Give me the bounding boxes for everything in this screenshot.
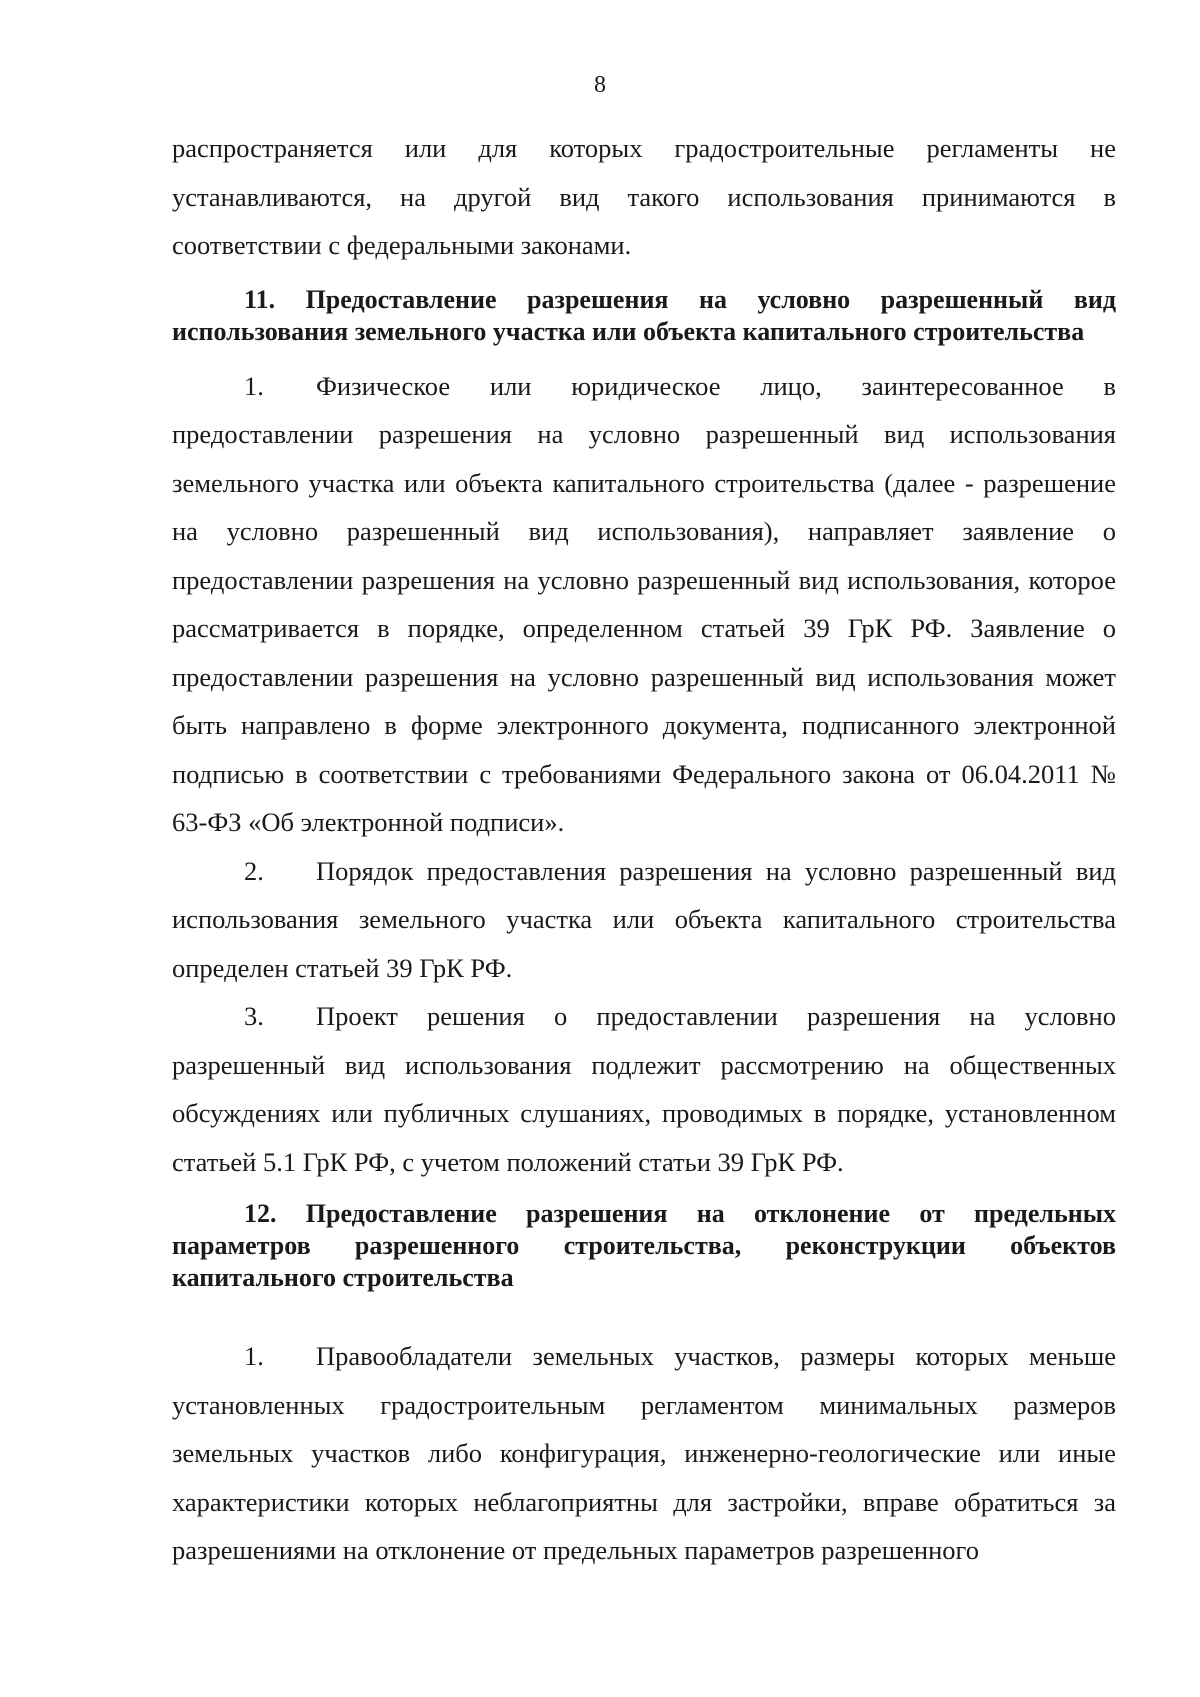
section-11-item-1 <box>172 362 1116 847</box>
item-number: 1. <box>244 370 264 401</box>
item-text: Физическое или юридическое лицо, заинтересованное в предоставлении разрешения на условно разрешенный вид использования земельного участка или объекта капитального строительства (далее - разрешение на условно разрешенный вид использования), направляет заявление о предоставлении разрешения на условно разрешенный вид использования, которое рассматривается в порядке, определенном статьей 39 ГрК РФ. Заявление о предоставлении разрешения на условно разрешенный вид использования может быть направлено в форме электронного документа, подписанного электронной подписью в соответствии с требованиями Федерального закона от 06.04.2011 № 63-ФЗ «Об электронной подписи». <box>172 370 1116 837</box>
section-12-item-1 <box>172 1332 1116 1575</box>
item-text: Правообладатели земельных участков, размеры которых меньше установленных градостроительным регламентом минимальных размеров земельных участков либо конфигурация, инженерно-геологические или иные характеристики которых неблагоприятны для застройки, вправе обратиться за разрешениями на отклонение от предельных параметров разрешенного <box>172 1341 1116 1565</box>
section-12-heading: 12. Предоставление разрешения на отклонение от предельных параметров разрешенного строительства, реконструкции объектов капитального строительства <box>172 1199 1116 1292</box>
page-content <box>172 124 1116 1575</box>
section-11-heading: 11. Предоставление разрешения на условно разрешенный вид использования земельного участка или объекта капитального строительства <box>172 284 1116 346</box>
intro-paragraph: распространяется или для которых градостроительные регламенты не устанавливаются, на другой вид такого использования принимаются в соответствии с федеральными законами. <box>172 133 1116 260</box>
section-11-item-3 <box>172 992 1116 1186</box>
item-number: 2. <box>244 855 264 886</box>
page-number: 8 <box>594 72 606 98</box>
item-number: 3. <box>244 1001 264 1031</box>
item-number: 1. <box>244 1341 264 1371</box>
item-text: Порядок предоставления разрешения на условно разрешенный вид использования земельного участка или объекта капитального строительства определен статьей 39 ГрК РФ. <box>172 855 1116 983</box>
item-text: Проект решения о предоставлении разрешения на условно разрешенный вид использования подлежит рассмотрению на общественных обсуждениях или публичных слушаниях, проводимых в порядке, установленном статьей 5.1 ГрК РФ, с учетом положений статьи 39 ГрК РФ. <box>172 1001 1116 1177</box>
section-11-item-2 <box>172 847 1116 993</box>
